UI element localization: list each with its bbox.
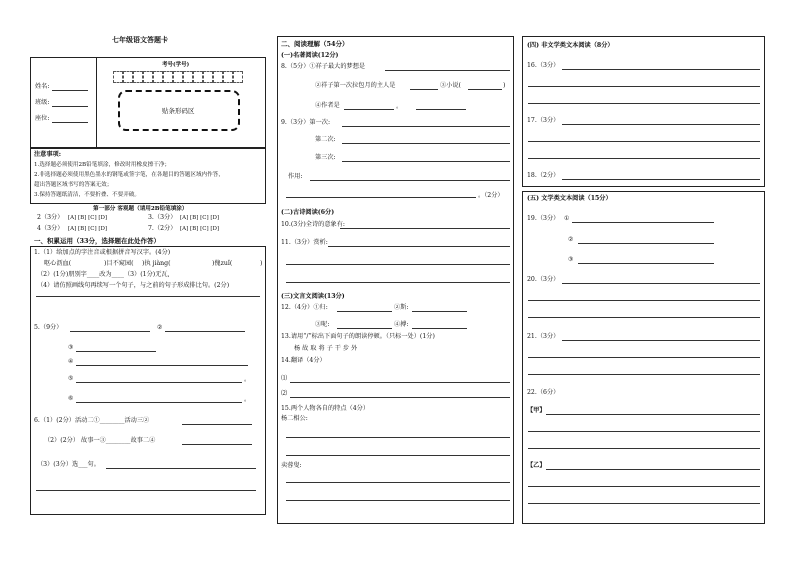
answer-line[interactable] (286, 482, 510, 483)
q5-dot: 。 (244, 396, 251, 403)
answer-line[interactable] (562, 179, 760, 180)
answer-line[interactable] (562, 283, 760, 284)
q16-label: 16.（3分） (527, 62, 560, 69)
exam-number-label: 考号(学号) (162, 62, 190, 68)
q6-1-prompt: 6.（1）(2分）活动二①________活动三② (34, 417, 150, 424)
answer-line[interactable] (290, 397, 510, 398)
answer-line[interactable] (528, 141, 760, 142)
answer-line[interactable] (286, 437, 510, 438)
exam-digit-cell[interactable] (133, 71, 143, 83)
q8-3-close: ) (503, 82, 506, 89)
sub4-title: (四) 非文学类文本阅读（8分） (527, 42, 614, 49)
answer-line[interactable] (165, 331, 245, 332)
q1-2-prompt: （2）(1分)朋别字____改为____（3）(1分)无瓦, (37, 271, 170, 278)
answer-line[interactable] (528, 431, 760, 432)
q4-bubbles[interactable]: [A] [B] [C] [D] (68, 226, 108, 232)
notice-line: 超出答题区域书写的答案无效； (34, 182, 113, 188)
answer-line[interactable] (410, 89, 438, 90)
sub3-title: (三)文言文阅读(13分) (281, 293, 345, 300)
q1-word-a: 呕心沥血( (44, 260, 72, 267)
exam-digit-cell[interactable] (123, 71, 133, 83)
q11-prompt: 11.（3分）赏析: (281, 239, 328, 246)
answer-line[interactable] (385, 70, 510, 71)
q5-dot: 。 (244, 376, 251, 383)
q19-c1: ① (564, 215, 570, 222)
answer-line[interactable] (562, 340, 760, 341)
q19-c3: ③ (568, 256, 574, 263)
answer-line[interactable] (416, 109, 466, 110)
q1-word-c: )执 jiàng( (142, 260, 171, 267)
exam-digit-cell[interactable] (213, 71, 223, 83)
seat-field[interactable] (52, 122, 88, 123)
answer-line[interactable] (76, 365, 248, 366)
answer-line[interactable] (528, 86, 760, 87)
q13-prompt: 13.请用“/”标出下面句子的朗读停顿。（只标一处）(1分) (281, 333, 435, 340)
q8-2-prompt: ②祥子第一次拉包月的主人是 (315, 82, 396, 89)
answer-line[interactable] (76, 402, 242, 403)
exam-digit-cell[interactable] (183, 71, 193, 83)
q5-label: 5.（9分） (34, 324, 63, 331)
class-field[interactable] (52, 106, 88, 107)
q1-word-b: )目不窥园( (104, 260, 134, 267)
q5-c6: ⑥ (68, 395, 74, 402)
q5-c4: ④ (68, 358, 74, 365)
answer-line[interactable] (528, 448, 760, 449)
answer-line[interactable] (76, 351, 156, 352)
answer-line[interactable] (290, 382, 510, 383)
q8-3-prompt: ③小说( (440, 82, 461, 89)
q14-2-label: ⑵ (281, 390, 288, 397)
exam-digit-cell[interactable] (233, 71, 243, 83)
q3-bubbles[interactable]: [A] [B] [C] [D] (180, 215, 220, 221)
q19-c2: ② (568, 236, 574, 243)
q22-part-b: 【乙】 (527, 462, 546, 469)
answer-line[interactable] (70, 331, 150, 332)
barcode-label: 贴条形码区 (162, 107, 195, 115)
section2-title: 二、阅读理解（54分） (281, 40, 349, 48)
answer-line[interactable] (337, 311, 392, 312)
q9-effect: 作用: (288, 173, 303, 180)
q14-1-label: ⑴ (281, 375, 288, 382)
answer-line[interactable] (578, 243, 714, 244)
answer-line[interactable] (340, 228, 510, 229)
q18-label: 18.（2分） (527, 172, 560, 179)
q17-label: 17.（3分） (527, 117, 560, 124)
answer-line[interactable] (337, 328, 392, 329)
q8-5-dot: 。 (396, 103, 403, 110)
sub1-title: (一)名著阅读(12分) (281, 52, 339, 59)
answer-line[interactable] (412, 328, 467, 329)
q6-2-prompt: （2）(2分） 故事一③________故事二④ (44, 437, 156, 444)
answer-line[interactable] (344, 109, 394, 110)
answer-line[interactable] (562, 124, 760, 125)
q9-third: 第三次: (315, 154, 336, 161)
q7-label: 7.（2分） (148, 225, 177, 232)
answer-line[interactable] (412, 311, 467, 312)
answer-line[interactable] (528, 103, 760, 104)
q19-label: 19.（3分） (527, 215, 560, 222)
q5-c5: ⑤ (68, 375, 74, 382)
q9-score: 。（2分） (478, 192, 504, 199)
q3-label: 3.（3分） (148, 214, 177, 221)
exam-digit-cell[interactable] (143, 71, 153, 83)
answer-line[interactable] (572, 222, 714, 223)
section3-box-a (522, 36, 765, 187)
part1-header: 第一部分 客观题（请用2B铅笔填涂） (93, 206, 188, 212)
q6-3-prompt: （3）(3分）选___句。 (37, 461, 100, 468)
answer-line[interactable] (528, 317, 760, 318)
notice-line: 1.选择题必须使用2B铅笔填涂，修改时用橡皮擦干净； (34, 162, 171, 168)
answer-line[interactable] (286, 282, 510, 283)
answer-line[interactable] (578, 263, 714, 264)
q12-d: ④搏: (394, 321, 409, 328)
q8-4-prompt: ④作者是 (315, 102, 340, 109)
header-divider (96, 57, 97, 148)
exam-digit-cell[interactable] (193, 71, 203, 83)
q5-c3: ③ (68, 344, 74, 351)
answer-line[interactable] (528, 374, 760, 375)
notice-title: 注意事项: (34, 151, 62, 158)
answer-line[interactable] (546, 414, 760, 415)
answer-line[interactable] (342, 143, 510, 144)
q15-person1: 杨二相公: (281, 415, 308, 422)
q13-sentence: 杨 故 取 将 子 干 步 外 (294, 345, 358, 352)
exam-digit-cell[interactable] (153, 71, 163, 83)
answer-line[interactable] (286, 197, 476, 198)
exam-digit-cell[interactable] (223, 71, 233, 83)
answer-line[interactable] (328, 246, 510, 247)
q21-label: 21.（3分） (527, 333, 560, 340)
exam-digit-cell[interactable] (163, 71, 173, 83)
name-field[interactable] (52, 90, 88, 91)
q12-b: ②斯: (394, 304, 409, 311)
notice-line: 2.非选择题必须使用黑色墨水的钢笔或签字笔，在各题目的答题区域内作答， (34, 172, 224, 178)
exam-digit-cell[interactable] (203, 71, 213, 83)
q14-prompt: 14.翻译（4分） (281, 357, 326, 364)
q2-bubbles[interactable]: [A] [B] [C] [D] (68, 215, 108, 221)
answer-line[interactable] (528, 158, 760, 159)
q12-c: ③呢: (315, 321, 330, 328)
q20-label: 20.（3分） (527, 276, 560, 283)
answer-line[interactable] (106, 468, 256, 469)
q1-4-prompt: （4）请仿照画线句再续写一个句子，与之前的句子形成排比句。(2分) (37, 282, 230, 289)
q8-prompt: 8.（5分）①祥子最大的梦想是 (281, 63, 366, 70)
answer-line[interactable] (528, 300, 760, 301)
q9-prompt: 9.（3分）第一次: (281, 119, 331, 126)
answer-line[interactable] (76, 382, 242, 383)
section1-title: 一、积累运用（33分，选择题在此处作答） (34, 237, 161, 245)
q4-label: 4（3分） (37, 225, 64, 232)
answer-line[interactable] (528, 503, 760, 504)
answer-line[interactable] (528, 357, 760, 358)
q5-c2: ② (157, 324, 163, 331)
notice-line: 3.保持答题纸清洁，不要折叠、不要弄破。 (34, 192, 141, 198)
q15-person2: 卖蓉叟: (281, 462, 302, 469)
q2-label: 2（3分） (37, 214, 64, 221)
q10-prompt: 10.(3分)全诗的意象有: (281, 221, 346, 228)
q22-label: 22.（6分） (527, 389, 560, 396)
answer-line[interactable] (36, 296, 260, 297)
q15-prompt: 15.两个人物各自的特点（4分） (281, 405, 370, 412)
q12-prompt: 12.（4分）①归: (281, 304, 328, 311)
answer-line[interactable] (342, 126, 510, 127)
answer-line[interactable] (286, 500, 510, 501)
sub5-title: (五) 文学类文本阅读（15分） (527, 195, 612, 202)
q1-word-d: )傀zuǐ( (212, 260, 233, 267)
answer-line[interactable] (310, 180, 510, 181)
answer-line[interactable] (182, 424, 252, 425)
q1-1-prompt: 1.（1）给加点的字注音或根据拼音写汉字。(4分) (34, 249, 171, 256)
q1-word-e: ) (260, 260, 263, 267)
answer-line[interactable] (182, 444, 252, 445)
q22-part-a: 【甲】 (527, 407, 546, 414)
answer-line[interactable] (468, 89, 502, 90)
q7-bubbles[interactable]: [A] [B] [C] [D] (180, 226, 220, 232)
exam-digit-cell[interactable] (173, 71, 183, 83)
answer-line[interactable] (546, 469, 760, 470)
exam-digit-cell[interactable] (113, 71, 123, 83)
answer-line[interactable] (528, 486, 760, 487)
name-label: 姓名: (35, 83, 50, 90)
page-title: 七年级语文答题卡 (112, 35, 168, 44)
q9-second: 第二次: (315, 136, 336, 143)
answer-line[interactable] (342, 161, 510, 162)
answer-line[interactable] (286, 264, 510, 265)
sub2-title: (二)古诗阅读(6分) (281, 209, 335, 216)
answer-line[interactable] (562, 69, 760, 70)
seat-label: 座位: (35, 115, 50, 122)
class-label: 班级: (35, 99, 50, 106)
answer-line[interactable] (286, 455, 510, 456)
answer-line[interactable] (36, 490, 256, 491)
